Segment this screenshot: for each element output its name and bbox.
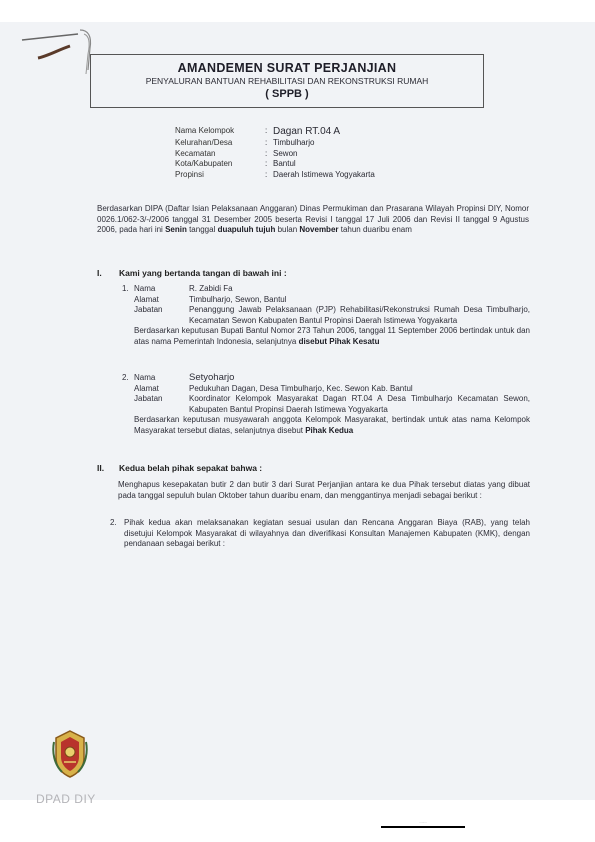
party-2-nama-label: Nama	[134, 373, 156, 382]
intro-date: duapuluh tujuh	[217, 225, 276, 234]
document-subtitle: PENYALURAN BANTUAN REHABILITASI DAN REKONSTRUKSI RUMAH	[145, 76, 429, 86]
party-1-jabatan-label: Jabatan	[134, 305, 163, 314]
section-2-title: Kedua belah pihak sepakat bahwa :	[119, 463, 263, 473]
kelurahan-label: Kelurahan/Desa	[175, 138, 233, 147]
intro-part4: tahun duaribu enam	[340, 225, 412, 234]
nama-kelompok-value: Dagan RT.04 A	[273, 126, 341, 137]
party-1-block	[122, 284, 530, 347]
colon: :	[265, 159, 268, 168]
colon: :	[265, 169, 268, 179]
party-2-alamat-label: Alamat	[134, 383, 159, 393]
colon: :	[265, 138, 268, 147]
section-2-number: II.	[97, 463, 105, 473]
archive-watermark: DPAD DIY	[36, 792, 96, 806]
footer-fine-print: .........	[419, 820, 427, 824]
section-1-heading	[97, 268, 287, 278]
party-1-nama-value: R. Zabidi Fa	[189, 284, 233, 293]
intro-month: November	[299, 225, 339, 234]
party-2-block	[122, 373, 530, 436]
section-1-title: Kami yang bertanda tangan di bawah ini :	[119, 268, 287, 278]
party-1-basis-text: Berdasarkan keputusan Bupati Bantul Nomor 273 Tahun 2006, tanggal 11 September 2006 bertindak untuk dan atas nama Pemerintah Indonesia, selanjutnya	[134, 326, 530, 346]
propinsi-value: Daerah Istimewa Yogyakarta	[273, 169, 375, 179]
section-2-item-text: Pihak kedua akan melaksanakan kegiatan sesuai usulan dan Rencana Anggaran Biaya (RAB), yang telah disetujui Kelompok Masyarakat di wilayahnya dan diverifikasi Konsultan Manajemen Kabupaten (KMK), dengan pendanaan sebagai berikut :	[124, 518, 530, 548]
intro-day: Senin	[165, 225, 187, 234]
party-2-role: Pihak Kedua	[305, 425, 354, 435]
party-1-alamat-value: Timbulharjo, Sewon, Bantul	[189, 294, 287, 304]
kecamatan-value: Sewon	[273, 148, 298, 158]
party-2-jabatan-value: Koordinator Kelompok Masyarakat Dagan RT.04 A Desa Timbulharjo Kecamatan Sewon, Kabupaten Bantul Propinsi Daerah Istimewa Yogyakarta	[189, 394, 530, 414]
party-2-basis-text: Berdasarkan keputusan musyawarah anggota Kelompok Masyarakat, bertindak untuk atas nama Kelompok Masyarakat tersebut diatas, selanjutnya disebut	[134, 415, 530, 435]
party-1-alamat-label: Alamat	[134, 294, 159, 304]
colon: :	[265, 148, 268, 158]
footer-line	[381, 826, 465, 828]
party-1-jabatan-value: Penanggung Jawab Pelaksanaan (PJP) Rehabilitasi/Rekonstruksi Rumah Desa Timbulharjo, Kecamatan Sewon Kabupaten Bantul Propinsi Daerah Istimewa Yogyakarta	[189, 305, 530, 325]
intro-part2: tanggal	[189, 225, 216, 234]
party-1-role: disebut Pihak Kesatu	[298, 336, 380, 346]
section-1-number: I.	[97, 268, 102, 278]
kelurahan-value: Timbulharjo	[273, 138, 315, 147]
party-1-basis	[122, 326, 530, 347]
party-2-nama-value: Setyoharjo	[189, 372, 235, 383]
section-2-item	[110, 518, 530, 550]
party-1-nama-label: Nama	[134, 284, 156, 293]
kota-value: Bantul	[273, 159, 296, 168]
section-2-paragraph: Menghapus kesepakatan butir 2 dan butir 3 dari Surat Perjanjian antara ke dua Pihak tersebut diatas yang dibuat pada tanggal sepuluh bulan Oktober tahun duaribu enam, dan menggantinya menjadi sebagai berikut :	[118, 480, 530, 500]
colon: :	[265, 126, 268, 135]
regency-seal-emblem	[50, 728, 90, 780]
title-box	[90, 54, 484, 108]
kota-label: Kota/Kabupaten	[175, 159, 233, 168]
paper-clip-icon	[18, 28, 98, 78]
party-2-number: 2.	[122, 373, 129, 382]
section-2-item-number: 2.	[110, 518, 117, 527]
intro-part1: Berdasarkan DIPA (Daftar Isian Pelaksanaan Anggaran) Dinas Permukiman dan Prasarana Wilayah Propinsi DIY, Nomor 0026.1/062-3/-/2006 tanggal 31 Desember 2005 beserta Revisi I tanggal 17 Juli 2006 dan Revisi II tanggal 9 Agustus 2006, pada hari ini	[97, 204, 529, 234]
party-2-alamat-value: Pedukuhan Dagan, Desa Timbulharjo, Kec. Sewon Kab. Bantul	[189, 383, 413, 393]
intro-paragraph	[97, 204, 529, 236]
section-2-heading	[97, 463, 262, 473]
document-code: ( SPPB )	[265, 88, 309, 100]
intro-part3: bulan	[277, 225, 298, 234]
propinsi-label: Propinsi	[175, 169, 204, 179]
party-2-basis	[122, 415, 530, 436]
party-2-jabatan-label: Jabatan	[134, 394, 163, 403]
party-1-number: 1.	[122, 284, 129, 293]
group-identity-block	[175, 126, 375, 180]
kecamatan-label: Kecamatan	[175, 148, 216, 158]
nama-kelompok-label: Nama Kelompok	[175, 126, 235, 135]
document-title: AMANDEMEN SURAT PERJANJIAN	[177, 61, 397, 75]
